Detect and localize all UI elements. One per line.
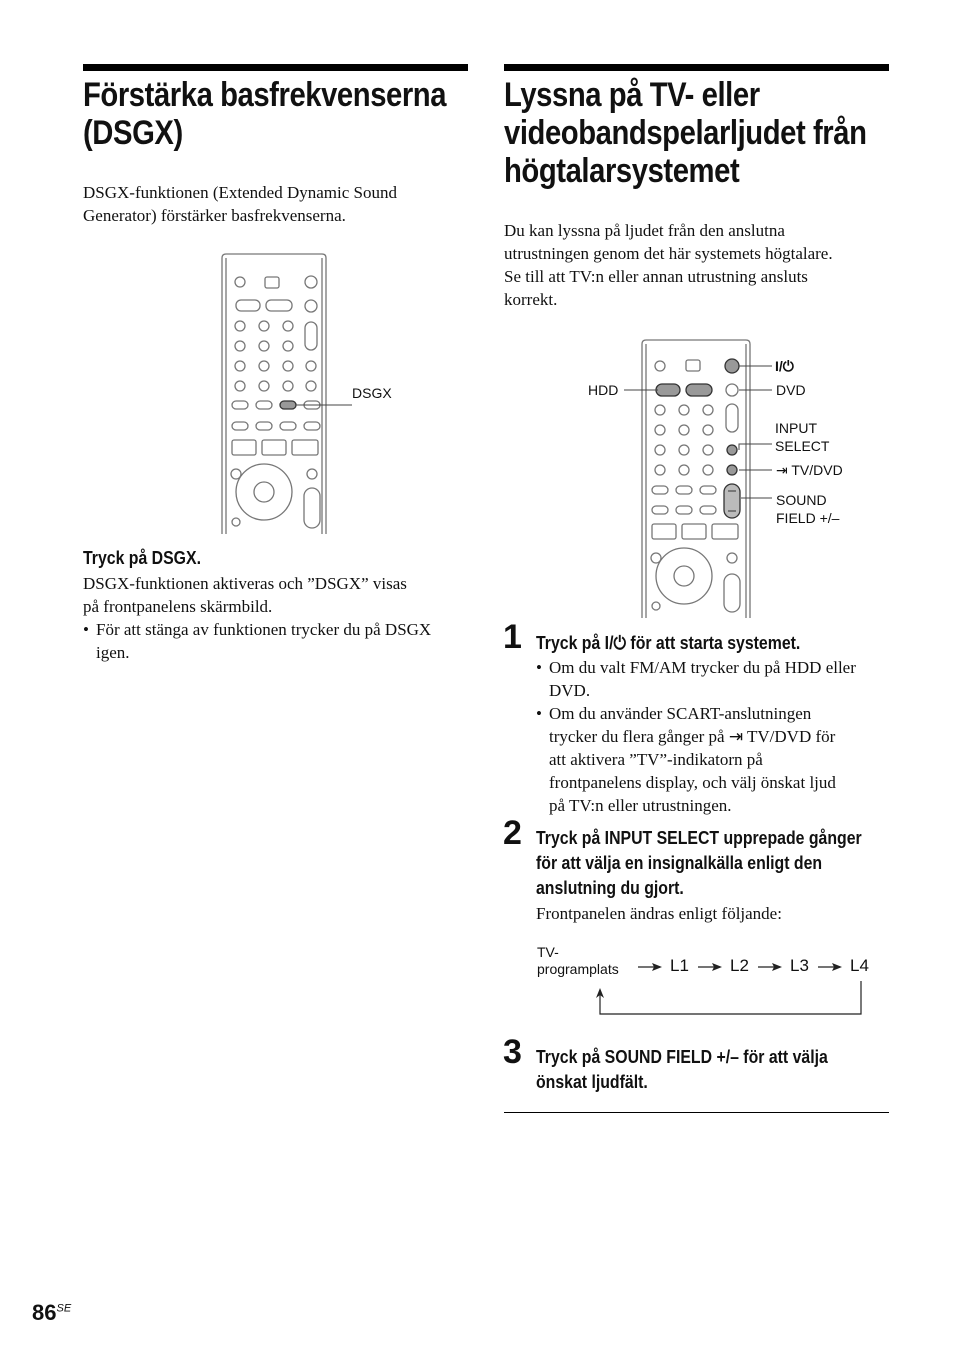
diagram-item-l2: L2	[730, 956, 749, 975]
step-1-bullet-2: • Om du använder SCART-anslutningen trycker du flera gånger på ⇥ TV/DVD för att aktivera ”TV”-indikatorn på frontpanelens display, och välj önskat ljud på TV:n eller utrustningen.	[536, 702, 909, 817]
dsgx-callout-label: DSGX	[352, 385, 392, 401]
label-sound-field: SOUND FIELD +/–	[776, 492, 840, 526]
left-intro: DSGX-funktionen (Extended Dynamic Sound Generator) förstärker basfrekvenserna.	[83, 183, 397, 225]
right-title-line1: Lyssna på TV- eller	[504, 76, 760, 114]
label-dvd: DVD	[776, 382, 806, 398]
left-step-text: DSGX-funktionen aktiveras och ”DSGX” visas på frontpanelens skärmbild.	[83, 574, 407, 616]
right-title-line2: videobandspelarljudet från	[504, 114, 867, 152]
left-title-line1: Förstärka basfrekvenserna	[83, 76, 447, 114]
diagram-item-l1: L1	[670, 956, 689, 975]
label-tv-dvd: ⇥ TV/DVD	[776, 462, 843, 478]
page-number: $86^{SE}$	[32, 1300, 72, 1325]
step-1-heading: Tryck på I/⏻ för att starta systemet.	[536, 633, 801, 653]
step-3-number: 3	[503, 1033, 522, 1071]
left-step-heading: Tryck på DSGX.	[83, 548, 201, 568]
dsgx-callout-line	[338, 404, 352, 406]
right-section-title	[504, 76, 882, 190]
diagram-item-l3: L3	[790, 956, 809, 975]
left-section-title	[83, 76, 461, 152]
diagram-arrows	[590, 955, 870, 1019]
label-power: I/⏻	[775, 358, 794, 374]
step-1-number: 1	[503, 618, 522, 656]
label-hdd: HDD	[588, 382, 619, 398]
section-end-rule	[504, 1112, 889, 1113]
right-title-line3: högtalarsystemet	[504, 152, 740, 190]
left-title-line2: (DSGX)	[83, 114, 183, 152]
step-3-heading: Tryck på SOUND FIELD +/– för att välja önskat ljudfält.	[536, 1047, 828, 1092]
page-number-suffix: SE	[56, 1302, 72, 1315]
diagram-start-label: TV- programplats	[537, 944, 619, 977]
step-2-text: Frontpanelen ändras enligt följande:	[536, 904, 782, 923]
diagram-item-l4: L4	[850, 956, 869, 975]
right-title-rule	[504, 64, 889, 71]
step-1-bullet-1: • Om du valt FM/AM trycker du på HDD eller DVD.	[536, 656, 909, 702]
label-input-select: INPUT SELECT	[775, 420, 830, 454]
step-2-heading: Tryck på INPUT SELECT upprepade gånger för att välja en insignalkälla enligt den anslutning du gjort.	[536, 828, 862, 898]
step-2-number: 2	[503, 814, 522, 852]
remote-callout-lines	[620, 360, 780, 520]
right-intro: Du kan lyssna på ljudet från den anslutna utrustningen genom det här systemets högtalare. Se till att TV:n eller annan utrustning ansluts korrekt.	[504, 221, 833, 309]
left-title-rule	[83, 64, 468, 71]
left-step-bullet: • För att stänga av funktionen trycker du på DSGX igen.	[83, 618, 486, 664]
remote-control-illustration-left	[218, 252, 338, 534]
